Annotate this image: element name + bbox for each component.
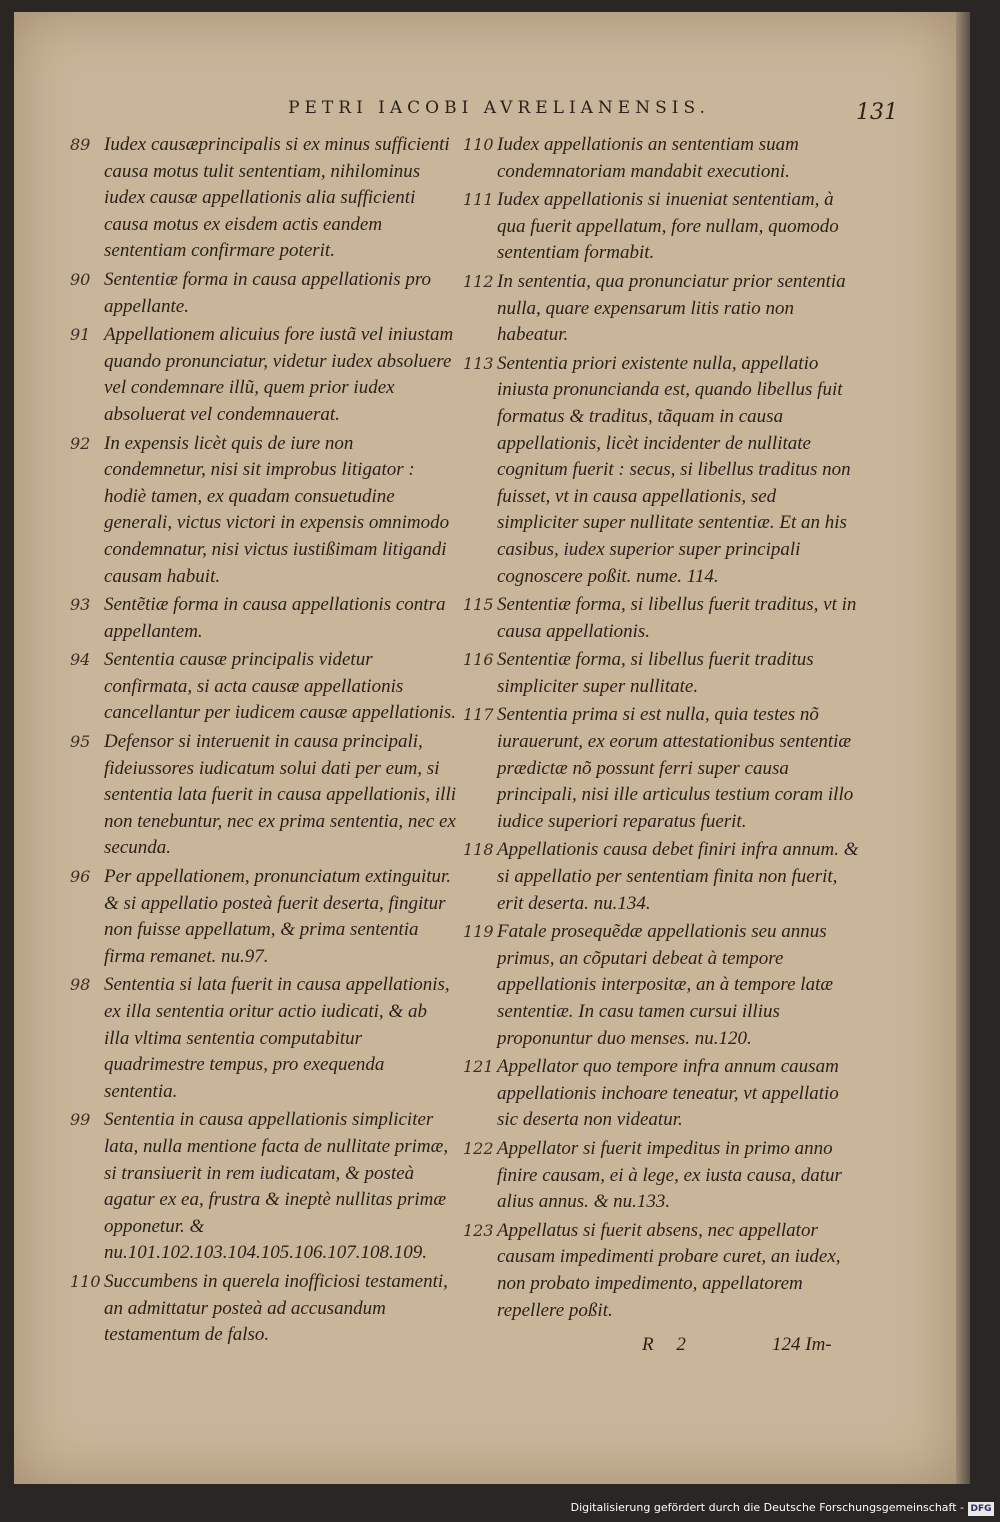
entry-number: 91 — [70, 325, 91, 345]
index-entry — [463, 269, 859, 349]
entry-text: Succumbens in querela inofficiosi testamenti, an admittatur posteà ad accusandum testamentum de falso. — [104, 1270, 448, 1346]
entry-text: Sententiæ forma in causa appellationis pro appellante. — [104, 268, 432, 317]
page-edge — [956, 12, 970, 1484]
entry-text: Appellatus si fuerit absens, nec appellator causam impedimenti probare curet, an iudex, non probato impedimento, appellatorem repellere poßit. — [497, 1219, 841, 1321]
entry-number: 89 — [70, 135, 91, 154]
catchword: 124 Im- — [772, 1334, 832, 1355]
running-title: PETRI IACOBI AVRELIANENSIS. — [288, 98, 710, 118]
index-entry — [463, 1136, 859, 1216]
funding-credit: Digitalisierung gefördert durch die Deutsche Forschungsgemeinschaft - — [570, 1501, 964, 1514]
index-entry — [463, 132, 859, 185]
index-entry — [463, 1054, 859, 1134]
index-entry — [463, 919, 859, 1052]
entry-number: 119 — [463, 922, 494, 942]
index-entry — [70, 132, 456, 265]
index-entry — [463, 592, 859, 645]
index-entry — [70, 322, 456, 428]
entry-number: 99 — [70, 1110, 91, 1130]
index-entry — [463, 187, 859, 267]
left-index-column — [70, 132, 456, 1351]
entry-text: Appellator si fuerit impeditus in primo anno finire causam, ei à lege, ex iusta causa, datur alius annus. & nu.133. — [497, 1137, 842, 1213]
entry-number: 93 — [70, 595, 91, 615]
entry-number: 121 — [463, 1057, 494, 1077]
index-entry — [70, 972, 456, 1105]
entry-number: 110 — [463, 135, 494, 154]
entry-text: Sententia priori existente nulla, appellatio iniusta pronuncianda est, quando libellus fuit formatus & traditus, tãquam in causa appellationis, licèt incidenter de nullitate cognitum fuerit : secus, si libellus traditus non fuisset, vt in causa appellationis, sed simpliciter super nullitate sententiæ. Et an his casibus, iudex superior super principali cognoscere poßit. nume. 114. — [497, 352, 851, 587]
entry-text: In sententia, qua pronunciatur prior sententia nulla, quare expensarum litis ratio non habeatur. — [497, 270, 846, 346]
entry-number: 92 — [70, 433, 91, 453]
entry-text: Iudex causæprincipalis si ex minus sufficienti causa motus tulit sententiam, nihilominus iudex causæ appellationis alia sufficienti causa motus ex eisdem actis eandem sententiam confirmare poterit. — [104, 134, 450, 262]
entry-text: Sentẽtiæ forma in causa appellationis contra appellantem. — [104, 594, 446, 642]
entry-text: Iudex appellationis an sententiam suam condemnatoriam mandabit executioni. — [497, 134, 799, 182]
entry-number: 122 — [463, 1138, 494, 1158]
entry-number: 115 — [463, 595, 494, 615]
index-entry — [70, 729, 456, 862]
index-entry — [463, 702, 859, 835]
entry-number: 95 — [70, 732, 91, 752]
entry-text: Per appellationem, pronunciatum extinguitur. & si appellatio posteà fuerit deserta, fingitur non fuisse appellatum, & prima sententia firma remanet. nu.97. — [104, 866, 452, 967]
index-entry — [463, 647, 859, 700]
entry-number: 117 — [463, 705, 494, 725]
entry-number: 98 — [70, 975, 91, 995]
index-entry — [463, 351, 859, 590]
entry-number: 94 — [70, 650, 91, 670]
entry-number: 123 — [463, 1220, 494, 1240]
entry-text: Appellationis causa debet finiri infra annum. & si appellatio per sententiam finita non fuerit, erit deserta. nu.134. — [497, 839, 859, 914]
index-entry — [70, 1107, 456, 1267]
entry-number: 113 — [463, 353, 494, 373]
entry-number: 112 — [463, 271, 494, 291]
entry-text: Defensor si interuenit in causa principali, fideiussores iudicatum solui dati per eum, si sententia lata fuerit in causa appellationis, illi non tenebuntur, nec ex prima sententia, nec ex secunda. — [104, 731, 457, 859]
entry-text: Appellator quo tempore infra annum causam appellationis inchoare teneatur, vt appellatio sic deserta non videatur. — [497, 1056, 839, 1131]
entry-text: Sententiæ forma, si libellus fuerit traditus, vt in causa appellationis. — [497, 594, 857, 642]
entry-text: Sententiæ forma, si libellus fuerit traditus simpliciter super nullitate. — [497, 649, 814, 697]
entry-text: In expensis licèt quis de iure non condemnetur, nisi sit improbus litigator : hodiè tamen, ex quadam consuetudine generali, victus victori in expensis omnimodo condemnatur, nisi victus iustißimam litigandi causam habuit. — [104, 432, 450, 587]
index-entry — [463, 837, 859, 917]
dfg-logo: DFG — [968, 1502, 994, 1516]
index-entry — [70, 647, 456, 727]
entry-number: 96 — [70, 867, 91, 887]
entry-text: Sententia in causa appellationis simpliciter lata, nulla mentione facta de nullitate primæ, si transiuerit in rem iudicatam, & posteà agatur ex ea, frustra & ineptè nullitas primæ opponetur. & nu.101.102.103.104.105.106.107.108.109. — [104, 1109, 449, 1264]
entry-text: Sententia si lata fuerit in causa appellationis, ex illa sententia oritur actio iudicati, & ab illa vltima sententia computabitur quadrimestre tempus, pro exequenda sententia. — [104, 974, 450, 1102]
entry-text: Appellationem alicuius fore iustã vel iniustam quando pronunciatur, videtur iudex absoluere vel condemnare illũ, quem prior iudex absoluerat vel condemnauerat. — [104, 324, 454, 425]
index-entry — [70, 1269, 456, 1349]
signature-mark: R 2 — [642, 1334, 686, 1355]
index-entry — [70, 592, 456, 645]
index-entry — [70, 864, 456, 970]
folio-number: 131 — [856, 100, 898, 125]
entry-number: 90 — [70, 269, 91, 289]
right-index-column — [463, 132, 859, 1326]
entry-text: Sententia prima si est nulla, quia testes nõ iurauerunt, ex eorum attestationibus sententiæ prædictæ nõ possunt ferri super causa principali, nisi ille articulus testium coram illo iudice superiori reparatus fuerit. — [497, 704, 854, 832]
entry-text: Fatale prosequẽdæ appellationis seu annus primus, an cõputari debeat à tempore appellationis interpositæ, an à tempore latæ sententiæ. In casu tamen cursui illius proponuntur duo menses. nu.120. — [497, 921, 834, 1049]
book-page — [14, 12, 956, 1484]
index-entry — [70, 267, 456, 320]
entry-text: Sententia causæ principalis videtur confirmata, si acta causæ appellationis cancellantur per iudicem causæ appellationis. — [104, 649, 456, 724]
entry-number: 118 — [463, 840, 494, 860]
entry-number: 111 — [463, 190, 494, 210]
entry-number: 110 — [70, 1271, 101, 1291]
index-entry — [70, 431, 456, 591]
index-entry — [463, 1218, 859, 1324]
entry-text: Iudex appellationis si inueniat sententiam, à qua fuerit appellatum, fore nullam, quomodo sententiam formabit. — [497, 189, 839, 264]
entry-number: 116 — [463, 650, 494, 670]
